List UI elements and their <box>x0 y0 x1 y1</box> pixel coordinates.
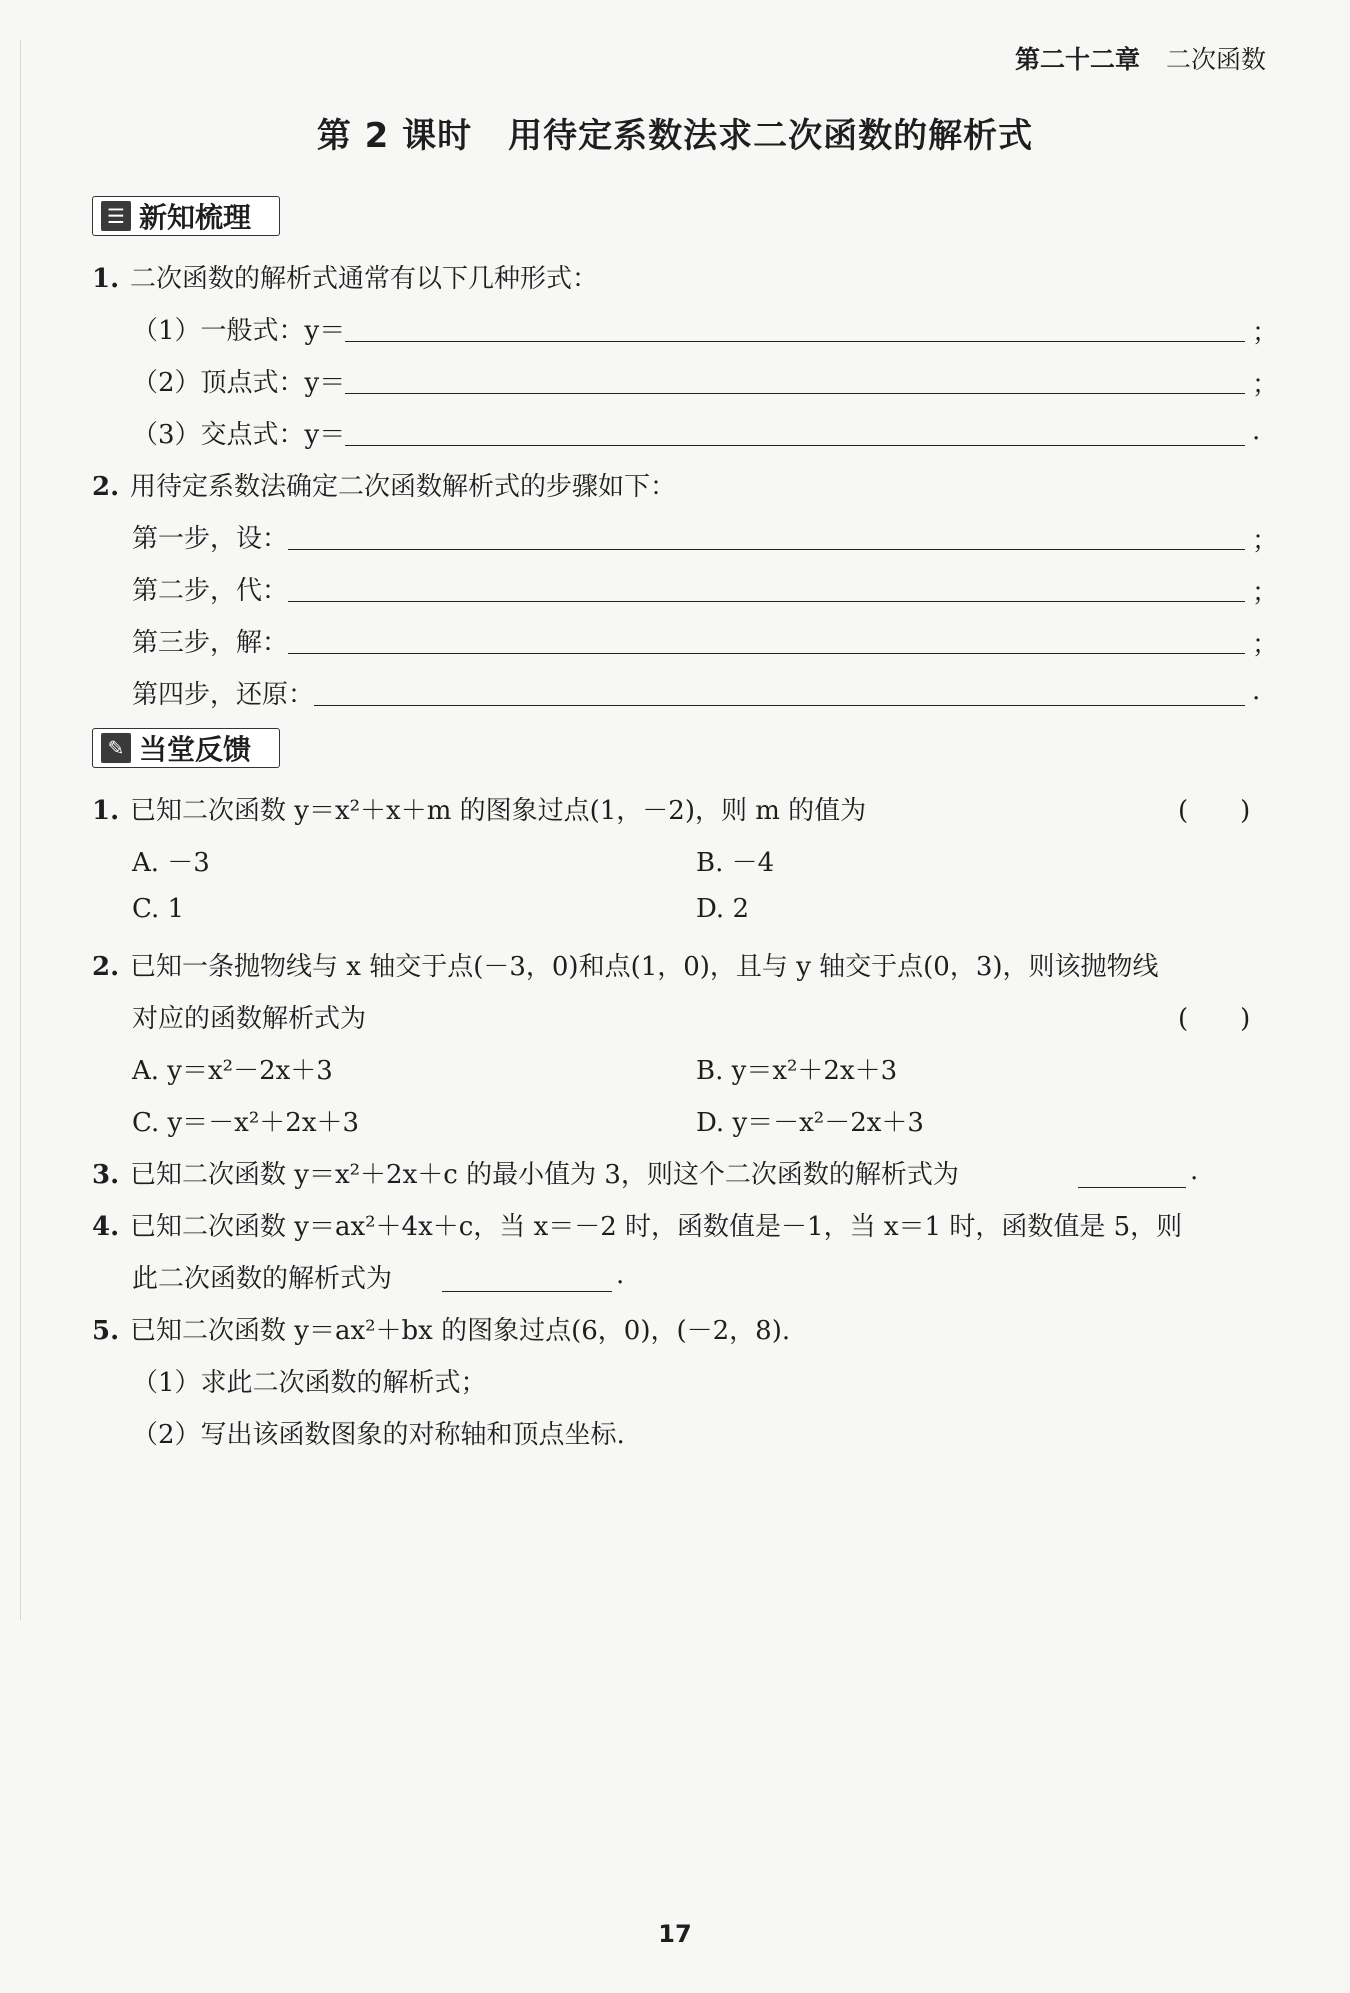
feedback-question-1 <box>92 790 866 827</box>
page-number: 17 <box>658 1920 692 1948</box>
section-heading-text: 新知梳理 <box>139 201 252 234</box>
punct: . <box>616 1260 625 1290</box>
feedback-question-2 <box>92 946 1159 983</box>
question-number: 1. <box>92 264 120 294</box>
question-text: 二次函数的解析式通常有以下几种形式： <box>130 264 599 294</box>
option-a[interactable]: A. y＝x²－2x＋3 <box>132 1056 333 1086</box>
punct: ； <box>1252 578 1279 608</box>
step-4-label: 第四步，还原： <box>132 680 315 710</box>
question-number: 4. <box>92 1212 120 1242</box>
chapter-label: 第二十二章 <box>1014 45 1140 74</box>
question-text: 已知一条抛物线与 x 轴交于点(－3，0)和点(1，0)，且与 y 轴交于点(0，3)，则该抛物线 <box>130 952 1159 982</box>
punct: . <box>1252 416 1261 446</box>
lesson-title: 用待定系数法求二次函数的解析式 <box>508 116 1034 156</box>
feedback-question-5 <box>92 1310 790 1347</box>
option-a[interactable]: A. －3 <box>132 848 210 878</box>
blank-intercept-form[interactable] <box>345 444 1245 446</box>
option-c[interactable]: C. 1 <box>132 894 185 924</box>
blank-general-form[interactable] <box>345 340 1245 342</box>
section-heading-text: 当堂反馈 <box>139 733 252 766</box>
question-text: 已知二次函数 y＝ax²＋4x＋c，当 x＝－2 时，函数值是－1，当 x＝1 时，函数值是 5，则 <box>130 1212 1183 1242</box>
question-number: 5. <box>92 1316 120 1346</box>
question-number: 3. <box>92 1160 120 1190</box>
question-text: 已知二次函数 y＝x²＋x＋m 的图象过点(1，－2)，则 m 的值为 <box>130 796 867 826</box>
form-general-label: （1）一般式：y＝ <box>132 316 346 346</box>
question-text-continued: 对应的函数解析式为 <box>132 1004 367 1034</box>
blank-step-2[interactable] <box>288 600 1245 602</box>
answer-parentheses[interactable]: ( ) <box>1178 1004 1251 1034</box>
question-number: 2. <box>92 952 120 982</box>
option-c[interactable]: C. y＝－x²＋2x＋3 <box>132 1108 360 1138</box>
question-2 <box>92 466 676 503</box>
running-header <box>1015 40 1266 76</box>
blank-step-1[interactable] <box>288 548 1245 550</box>
blank-vertex-form[interactable] <box>345 392 1245 394</box>
topic-label: 二次函数 <box>1165 45 1266 74</box>
question-text: 已知二次函数 y＝x²＋2x＋c 的最小值为 3，则这个二次函数的解析式为 <box>130 1160 959 1190</box>
option-b[interactable]: B. －4 <box>696 848 775 878</box>
step-2-label: 第二步，代： <box>132 576 289 606</box>
page-title <box>0 108 1350 157</box>
punct: ； <box>1252 630 1279 660</box>
section-heading-feedback <box>92 728 280 768</box>
punct: . <box>1190 1156 1199 1186</box>
punct: ； <box>1252 370 1279 400</box>
subquestion-1: （1）求此二次函数的解析式； <box>132 1368 487 1398</box>
question-number: 2. <box>92 472 120 502</box>
step-3-label: 第三步，解： <box>132 628 289 658</box>
blank-q4-answer[interactable] <box>442 1290 612 1292</box>
lesson-part: 第 2 课时 <box>316 116 473 156</box>
book-icon: ☰ <box>101 201 131 231</box>
question-text: 用待定系数法确定二次函数解析式的步骤如下： <box>130 472 677 502</box>
question-1 <box>92 258 598 295</box>
step-1-label: 第一步，设： <box>132 524 289 554</box>
question-text: 已知二次函数 y＝ax²＋bx 的图象过点(6，0)，(－2，8). <box>130 1316 791 1346</box>
blank-q3-answer[interactable] <box>1078 1186 1186 1188</box>
form-intercept-label: （3）交点式：y＝ <box>132 420 346 450</box>
page-edge <box>20 40 21 1620</box>
punct: ； <box>1252 318 1279 348</box>
feedback-question-4 <box>92 1206 1182 1243</box>
feedback-question-3 <box>92 1154 959 1191</box>
answer-parentheses[interactable]: ( ) <box>1178 796 1251 826</box>
section-heading-new-knowledge <box>92 196 280 236</box>
punct: . <box>1252 676 1261 706</box>
blank-step-4[interactable] <box>314 704 1245 706</box>
subquestion-2: （2）写出该函数图象的对称轴和顶点坐标. <box>132 1420 625 1450</box>
blank-step-3[interactable] <box>288 652 1245 654</box>
question-number: 1. <box>92 796 120 826</box>
option-d[interactable]: D. y＝－x²－2x＋3 <box>696 1108 924 1138</box>
option-b[interactable]: B. y＝x²＋2x＋3 <box>696 1056 898 1086</box>
punct: ； <box>1252 526 1279 556</box>
pencil-icon: ✎ <box>101 733 131 763</box>
form-vertex-label: （2）顶点式：y＝ <box>132 368 346 398</box>
question-text-continued: 此二次函数的解析式为 <box>132 1264 393 1294</box>
option-d[interactable]: D. 2 <box>696 894 749 924</box>
